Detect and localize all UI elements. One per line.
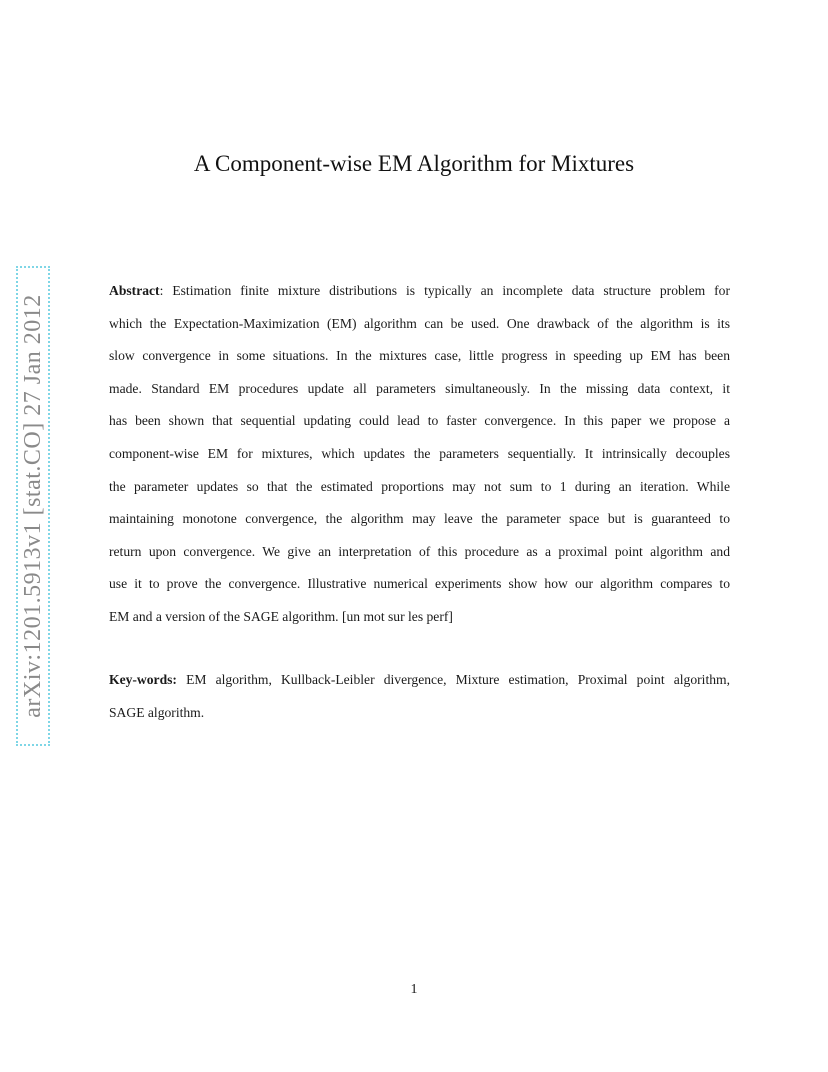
abstract-line: maintaining monotone convergence, the algorithm may leave the parameter space but is guaranteed to (109, 511, 730, 527)
abstract-line: which the Expectation-Maximization (EM) algorithm can be used. One drawback of the algorithm is its (109, 315, 730, 331)
abstract-label: Abstract (109, 283, 160, 298)
abstract-line: use it to prove the convergence. Illustrative numerical experiments show how our algorithm compares to (109, 576, 730, 592)
abstract-line: component-wise EM for mixtures, which updates the parameters sequentially. It intrinsically decouples (109, 445, 730, 461)
arxiv-identifier-stamp (16, 266, 50, 746)
paper-title: A Component-wise EM Algorithm for Mixtures (193, 151, 635, 176)
abstract-section (109, 280, 730, 639)
page-number: 1 (410, 982, 418, 997)
keywords-line (109, 669, 730, 702)
abstract-line: slow convergence in some situations. In the mixtures case, little progress in speeding up EM has been (109, 348, 730, 364)
keywords-section (109, 669, 730, 734)
abstract-line: made. Standard EM procedures update all parameters simultaneously. In the missing data context, it (109, 380, 730, 396)
keywords-label: Key-words: (109, 672, 177, 687)
keywords-line-text: EM algorithm, Kullback-Leibler divergence, Mixture estimation, Proximal point algorithm, (176, 672, 730, 687)
abstract-line: EM and a version of the SAGE algorithm. [un mot sur les perf] (109, 608, 453, 624)
abstract-line-text: : Estimation finite mixture distributions is typically an incomplete data structure problem for (159, 283, 730, 298)
arxiv-identifier-text: arXiv:1201.5913v1 [stat.CO] 27 Jan 2012 (20, 294, 46, 718)
abstract-line: return upon convergence. We give an interpretation of this procedure as a proximal point algorithm and (109, 543, 730, 559)
abstract-line: the parameter updates so that the estimated proportions may not sum to 1 during an iteration. While (109, 478, 730, 494)
keywords-line: SAGE algorithm. (109, 704, 205, 720)
abstract-line: has been shown that sequential updating could lead to faster convergence. In this paper we propose a (109, 413, 730, 429)
abstract-line (109, 280, 730, 313)
